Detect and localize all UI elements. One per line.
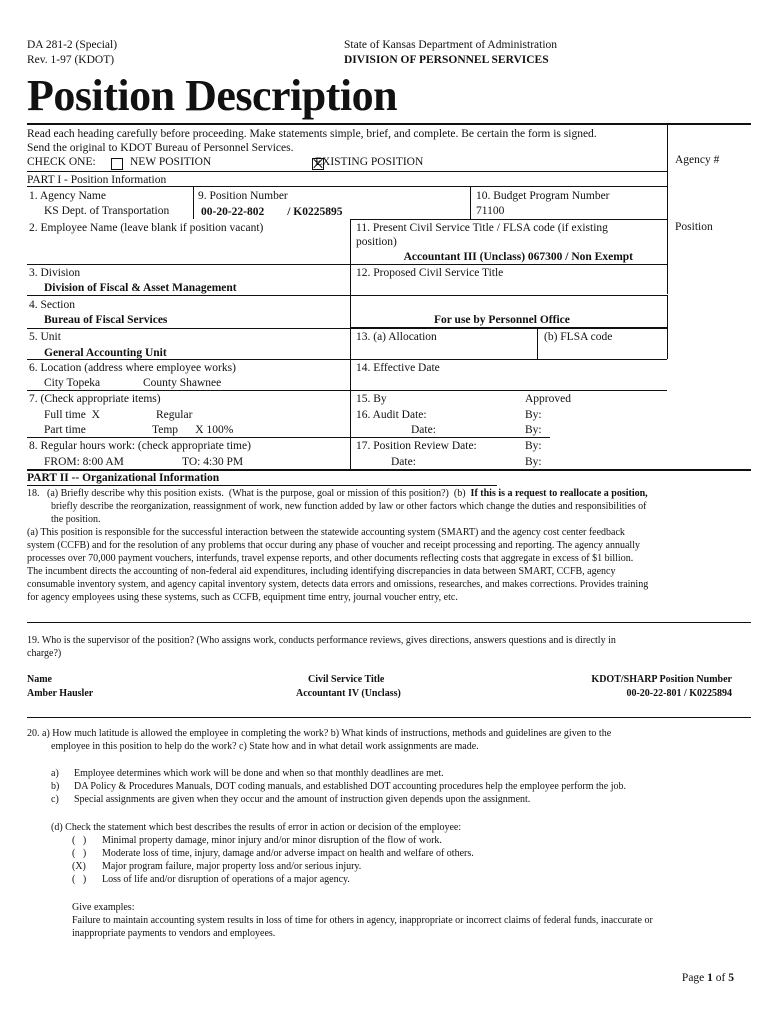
form-number: DA 281-2 (Special) xyxy=(27,39,118,51)
part1-heading: PART I - Position Information xyxy=(27,174,167,186)
existing-position-label: EXISTING POSITION xyxy=(315,156,424,168)
error-option-marker: ( ) xyxy=(72,835,87,846)
part-time-option: Part time xyxy=(44,424,86,436)
answer-20-marker-a: a) xyxy=(51,768,59,779)
answer-18-line-4: The incumbent directs the accounting of non-federal aid expenditures, including identifying discrepancies in data between SMART, CCFB, agency xyxy=(27,566,616,577)
answer-20-marker-b: b) xyxy=(51,781,60,792)
question-18-line-2: briefly describe the reorganization, reassignment of work, new function added by law or other factors which change the duties and responsibilities of xyxy=(51,501,647,512)
budget-program-label: 10. Budget Program Number xyxy=(476,190,610,202)
question-19-line-1: 19. Who is the supervisor of the position? (Who assigns work, conducts performance reviews, gives directions, answers questions and is directly in xyxy=(27,635,616,646)
division-label: 3. Division xyxy=(29,267,81,279)
question-20-line-2: employee in this position to help do the work? c) State how and in what detail work assignments are made. xyxy=(51,741,479,752)
page-title: Position Description xyxy=(27,71,398,120)
new-position-label: NEW POSITION xyxy=(130,156,212,168)
proposed-title-label: 12. Proposed Civil Service Title xyxy=(356,267,504,279)
budget-program-value: 71100 xyxy=(476,205,505,217)
location-label: 6. Location (address where employee works) xyxy=(29,362,236,374)
rule xyxy=(27,485,497,486)
examples-line-2: inappropriate payments to vendors and employees. xyxy=(72,928,276,939)
check-items-label: 7. (Check appropriate items) xyxy=(29,393,161,405)
rule xyxy=(350,437,550,438)
agency-name-label: 1. Agency Name xyxy=(29,190,106,202)
page-word: Page xyxy=(681,972,708,984)
check-one-label: CHECK ONE: xyxy=(27,156,96,168)
hours-to: TO: 4:30 PM xyxy=(182,456,244,468)
supervisor-position-number-label: KDOT/SHARP Position Number xyxy=(591,674,732,685)
rule xyxy=(27,328,350,329)
page-current: 1 xyxy=(707,972,713,984)
rule xyxy=(350,219,351,469)
rule xyxy=(470,186,471,219)
question-18 xyxy=(27,488,648,501)
side-column-divider xyxy=(667,123,668,294)
supervisor-title-label: Civil Service Title xyxy=(308,674,385,685)
full-time-option: Full time X xyxy=(44,409,100,421)
audit-by-label-2: By: xyxy=(525,424,542,436)
rule xyxy=(537,327,538,359)
supervisor-name: Amber Hausler xyxy=(27,688,94,699)
rule xyxy=(27,717,751,718)
page-of-word: of xyxy=(712,972,729,984)
answer-20-a: Employee determines which work will be done and when so that monthly deadlines are met. xyxy=(74,768,444,779)
review-date-field: Date: xyxy=(391,456,416,468)
supervisor-title: Accountant IV (Unclass) xyxy=(296,688,401,699)
regular-hours-label: 8. Regular hours work: (check appropriate time) xyxy=(29,440,251,452)
rule xyxy=(27,622,751,623)
civil-service-title-label: 11. Present Civil Service Title / FLSA code (if existing xyxy=(356,222,608,234)
answer-20-marker-c: c) xyxy=(51,794,59,805)
new-position-checkbox[interactable] xyxy=(111,158,123,170)
audit-date-label: 16. Audit Date: xyxy=(356,409,427,421)
approved-label: Approved xyxy=(525,393,571,405)
instructions-line-2: Send the original to KDOT Bureau of Personnel Services. xyxy=(27,142,294,154)
page-total: 5 xyxy=(728,972,734,984)
rule xyxy=(27,295,667,296)
review-by-label-2: By: xyxy=(525,456,542,468)
section-value: Bureau of Fiscal Services xyxy=(44,314,168,326)
position-number-value: 00-20-22-802 / K0225895 xyxy=(201,206,343,218)
page-number xyxy=(682,971,734,985)
rule xyxy=(27,171,667,172)
rule xyxy=(350,264,667,265)
audit-date-field: Date: xyxy=(411,424,436,436)
agency-name-value: KS Dept. of Transportation xyxy=(44,205,170,217)
error-option-3: Major program failure, major property loss and/or serious injury. xyxy=(102,861,362,872)
examples-line-1: Failure to maintain accounting system results in loss of time for others in agency, inappropriate or incorrect claims of federal funds, inaccurate or xyxy=(72,915,653,926)
error-option-4: Loss of life and/or disruption of operations of a major agency. xyxy=(102,874,350,885)
civil-service-title-value: Accountant III (Unclass) 067300 / Non Exempt xyxy=(403,251,633,263)
rule xyxy=(350,327,667,329)
unit-label: 5. Unit xyxy=(29,331,61,343)
answer-18-line-2: system (CCFB) and for the resolution of any problems that occur during any phase of voucher and receipt processing and reporting. The agency annually xyxy=(27,540,640,551)
answer-18-line-5: consumable inventory system, and agency capital inventory system, detects data errors and omissions, researches, and makes corrections. Provides training xyxy=(27,579,649,590)
agency-number-label: Agency # xyxy=(675,154,720,166)
rule xyxy=(193,186,194,219)
error-option-marker: ( ) xyxy=(72,874,87,885)
flsa-code-label: (b) FLSA code xyxy=(544,331,613,343)
title-rule xyxy=(27,123,751,125)
location-city: City Topeka xyxy=(44,377,101,389)
question-18-line-3: the position. xyxy=(51,514,101,525)
error-option-1: Minimal property damage, minor injury and/or minor disruption of the flow of work. xyxy=(102,835,442,846)
rule xyxy=(350,219,667,220)
division-header: DIVISION OF PERSONNEL SERVICES xyxy=(344,54,549,66)
section-label: 4. Section xyxy=(29,299,75,311)
error-option-2: Moderate loss of time, injury, damage and/or adverse impact on health and welfare of others. xyxy=(102,848,474,859)
position-side-label: Position xyxy=(675,221,713,233)
rule xyxy=(27,390,667,391)
supervisor-name-label: Name xyxy=(27,674,52,685)
error-impact-label: (d) Check the statement which best describes the results of error in action or decision of the employee: xyxy=(51,822,462,833)
employee-name-label: 2. Employee Name (leave blank if position vacant) xyxy=(29,222,264,234)
answer-18-line-3: processes over 70,000 payment vouchers, interfunds, travel expense reports, and other documents reflecting costs that aggregate in excess of $1 billion. xyxy=(27,553,634,564)
position-number-label: 9. Position Number xyxy=(198,190,288,202)
hours-from: FROM: 8:00 AM xyxy=(44,456,124,468)
regular-option: Regular xyxy=(156,409,193,421)
civil-service-title-label-cont: position) xyxy=(356,236,397,248)
error-option-marker-selected: (X) xyxy=(72,861,86,872)
question-18-emphasis: If this is a request to reallocate a position, xyxy=(470,488,648,499)
rule xyxy=(667,295,668,359)
division-value: Division of Fiscal & Asset Management xyxy=(44,282,237,294)
question-18-text: 18. (a) Briefly describe why this position exists. (What is the purpose, goal or mission of this position?) (b) xyxy=(27,488,471,499)
review-by-label: By: xyxy=(525,440,542,452)
instructions-line-1: Read each heading carefully before proceeding. Make statements simple, brief, and complete. Be certain the form is signed. xyxy=(27,128,597,140)
rule xyxy=(27,437,350,438)
review-date-label: 17. Position Review Date: xyxy=(356,440,477,452)
part2-heading: PART II -- Organizational Information xyxy=(27,472,220,484)
personnel-office-heading: For use by Personnel Office xyxy=(434,314,570,326)
answer-20-c: Special assignments are given when they occur and the amount of instruction given depends upon the assignment. xyxy=(74,794,531,805)
unit-value: General Accounting Unit xyxy=(44,347,167,359)
allocation-label: 13. (a) Allocation xyxy=(356,331,437,343)
effective-date-label: 14. Effective Date xyxy=(356,362,440,374)
temp-option: Temp X 100% xyxy=(152,424,234,436)
examples-label: Give examples: xyxy=(72,902,135,913)
answer-18-line-1: (a) This position is responsible for the successful interaction between the statewide accounting system (SMART) and the agency cost center feedback xyxy=(27,527,625,538)
question-19-line-2: charge?) xyxy=(27,648,62,659)
agency-header: State of Kansas Department of Administration xyxy=(344,39,558,51)
error-option-marker: ( ) xyxy=(72,848,87,859)
supervisor-position-number: 00-20-22-801 / K0225894 xyxy=(626,688,732,699)
rule xyxy=(27,264,350,265)
question-20-line-1: 20. a) How much latitude is allowed the employee in completing the work? b) What kinds of instructions, methods and guidelines are given to the xyxy=(27,728,612,739)
form-revision: Rev. 1-97 (KDOT) xyxy=(27,54,115,66)
answer-18-line-6: for agency employees using these systems, such as CCFB, equipment time entry, journal voucher entry, etc. xyxy=(27,592,458,603)
location-county: County Shawnee xyxy=(143,377,222,389)
answer-20-b: DA Policy & Procedures Manuals, DOT coding manuals, and established DOT accounting procedures help the employee perform the job. xyxy=(74,781,626,792)
audit-by-label: By: xyxy=(525,409,542,421)
by-label: 15. By xyxy=(356,393,387,405)
